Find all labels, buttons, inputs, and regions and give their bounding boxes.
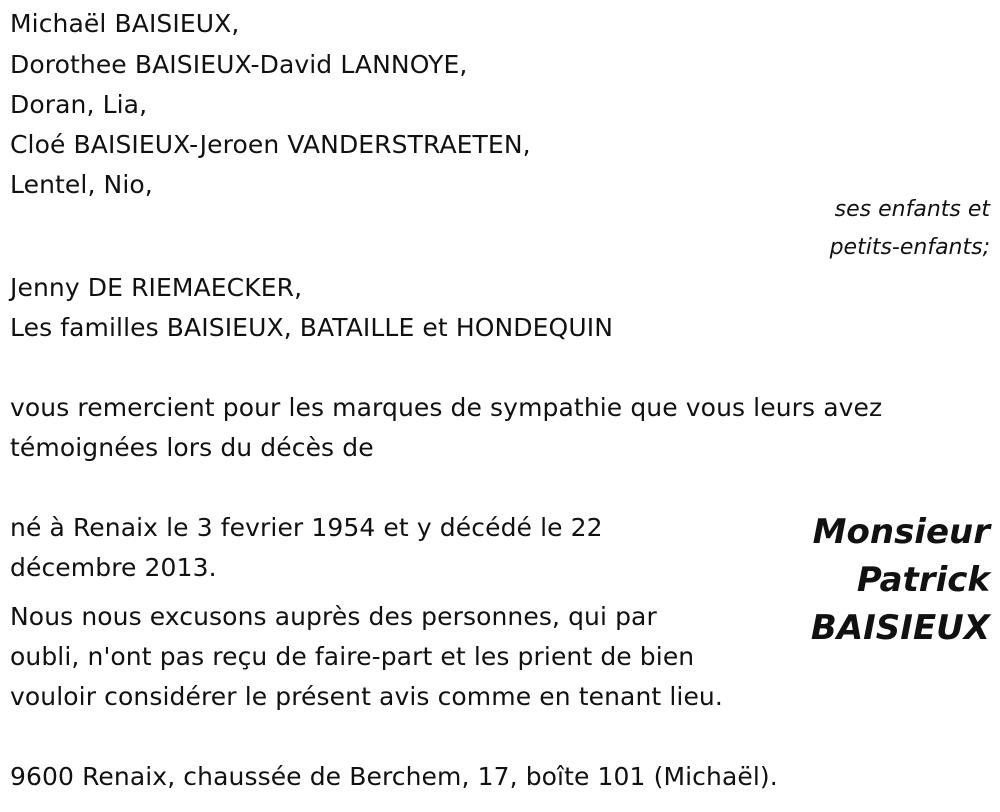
apology-text: oubli, n'ont pas reçu de faire-part et les prient de bien [10,642,695,671]
apology-text: vouloir considérer le présent avis comme en tenant lieu. [10,682,723,711]
role-label: ses enfants et [834,197,990,222]
birth-death-text: décembre 2013. [10,553,217,582]
thanks-text: vous remercient pour les marques de sympathie que vous leurs avez [10,393,883,422]
signatory-line: Doran, Lia, [10,90,148,119]
deceased-title: Monsieur [812,512,990,552]
thanks-text: témoignées lors du décès de [10,433,374,462]
deceased-last-name: BAISIEUX [810,608,990,648]
deceased-name [811,508,990,652]
signatory-line: Michaël BAISIEUX, [10,9,240,38]
signatory-line: Lentel, Nio, [10,170,153,199]
apology-text: Nous nous excusons auprès des personnes, qui par [10,602,657,631]
signatory-line: Dorothee BAISIEUX-David LANNOYE, [10,50,468,79]
other-family-line: Jenny DE RIEMAECKER, [10,273,303,302]
signatory-line: Cloé BAISIEUX-Jeroen VANDERSTRAETEN, [10,130,531,159]
other-family-line: Les familles BAISIEUX, BATAILLE et HONDEQUIN [10,313,614,342]
birth-death-text: né à Renaix le 3 fevrier 1954 et y décédé le 22 [10,513,603,542]
address-text: 9600 Renaix, chaussée de Berchem, 17, boîte 101 (Michaël). [10,762,778,791]
role-label: petits-enfants; [829,235,990,260]
deceased-first-name: Patrick [856,560,990,600]
